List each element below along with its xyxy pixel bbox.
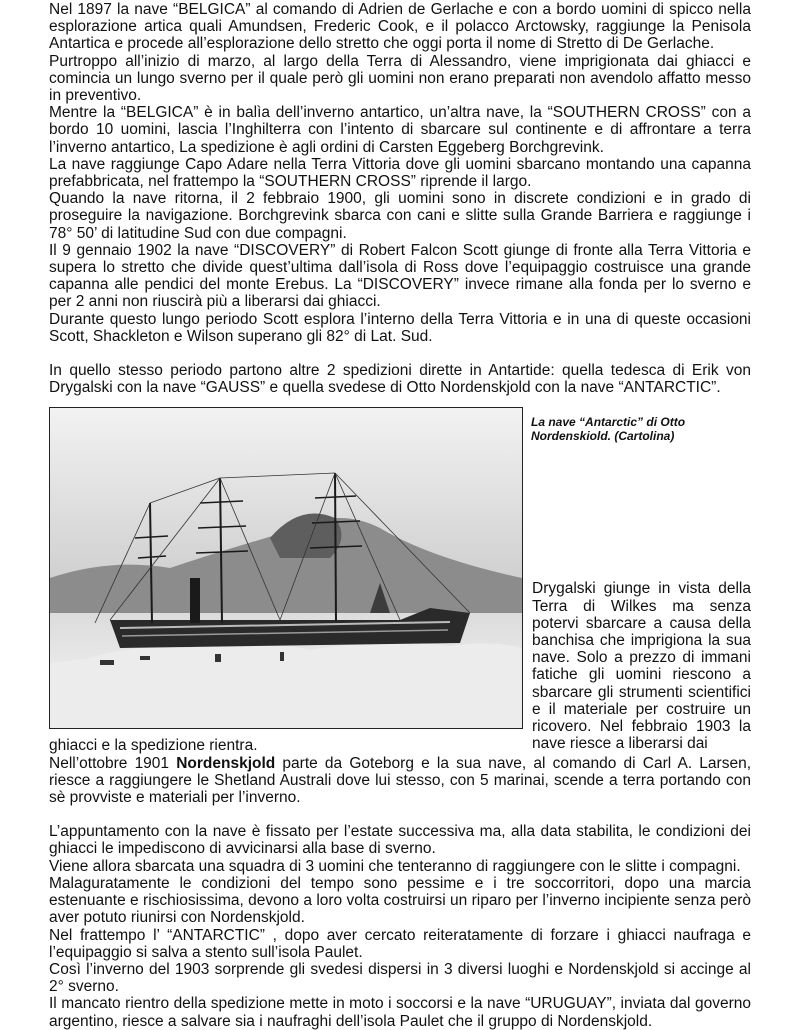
document-page (49, 1, 751, 1030)
paragraph-drygalski-end: ghiacci e la spedizione rientra. (49, 737, 258, 755)
paragraph-belgica-ice: Purtroppo all’inizio di marzo, al largo della Terra di Alessandro, viene imprigionata dai ghiacci e comincia un lungo sverno per il quale però gli uomini non erano preparati non avendolo affatto messo in preventivo. (49, 52, 751, 105)
paragraph-inverno-1903: Così l’inverno del 1903 sorprende gli svedesi dispersi in 3 diversi luoghi e Nordenskjold si accinge al 2° sverno. (49, 960, 751, 996)
ship-illustration (50, 408, 522, 728)
paragraph-uruguay: Il mancato rientro della spedizione mette in moto i soccorsi e la nave “URUGUAY”, inviata dal governo argentino, riesce a salvare sia i naufraghi dell’isola Paulet che il gruppo di Nordenskjold. (49, 995, 751, 1030)
antarctic-ship-photo (49, 407, 523, 729)
nordenskjold-name: Nordenskjold (176, 754, 276, 772)
paragraph-antarctic-naufragio: Nel frattempo l’ “ANTARCTIC” , dopo aver cercato reiteratamente di forzare i ghiacci naufraga e l’equipaggio si salva a stento sull’isola Paulet. (49, 926, 751, 961)
paragraph-soccorritori: Malaguratamente le condizioni del tempo sono pessime e i tre soccorritori, dopo una marcia estenuante e rischiosissima, devono a loro volta costruirsi un riparo per l’inverno incipiente senza però aver potuto riunirsi con Nordenskjold. (49, 874, 751, 927)
paragraph-southern-cross: Mentre la “BELGICA” è in balìa dell’inverno antartico, un’altra nave, la “SOUTHERN CROSS” con a bordo 10 uomini, lascia l’Inghilterra con l’intento di sbarcare sul continente e di affrontare a terra l’inverno antartico, La spedizione è agli ordini di Carsten Eggeberg Borchgrevink. (49, 104, 751, 156)
paragraph-scott: Durante questo lungo periodo Scott esplora l’interno della Terra Vittoria e in una di queste occasioni Scott, Shackleton e Wilson superano gli 82° di Lat. Sud. (49, 310, 751, 345)
paragraph-spacer (49, 806, 751, 823)
paragraph-borchgrevink: Quando la nave ritorna, il 2 febbraio 1900, gli uomini sono in discrete condizioni e in grado di proseguire la navigazione. Borchgrevink sbarca con cani e slitte sulla Grande Barriera e raggiunge i 78° 50’ di latitudine Sud con due compagni. (49, 190, 751, 242)
paragraph-drygalski: Drygalski giunge in vista della Terra di Wilkes ma senza potervi sbarcare a causa della banchisa che imprigiona la sua nave. Solo a prezzo di immani fatiche gli uomini riescono a sbarcare gli strumenti scientifici e il materiale per costruire un ricovero. Nel febbraio 1903 la nave riesce a liberarsi dai (532, 580, 751, 753)
paragraph-nordenskjold (49, 755, 751, 807)
paragraph-spacer (49, 345, 751, 362)
photo-caption: La nave “Antarctic” di Otto Nordenskiold. (Cartolina) (531, 415, 686, 444)
paragraph-capo-adare: La nave raggiunge Capo Adare nella Terra Vittoria dove gli uomini sbarcano montando una capanna prefabbricata, nel frattempo la “SOUTHERN CROSS” riprende il largo. (49, 155, 751, 191)
paragraph-belgica: Nel 1897 la nave “BELGICA” al comando di Adrien de Gerlache e con a bordo uomini di spicco nella esplorazione artica quali Amundsen, Frederic Cook, e il polacco Arctowsky, raggiunge la Penisola Antartica e procede all’esplorazione dello stretto che oggi porta il nome di Stretto di De Gerlache. (49, 1, 751, 53)
paragraph-squadra: Viene allora sbarcata una squadra di 3 uomini che tenteranno di raggiungere con le slitte i compagni. (49, 857, 741, 875)
paragraph-discovery: Il 9 gennaio 1902 la nave “DISCOVERY” di Robert Falcon Scott giunge di fronte alla Terra Vittoria e supera lo stretto che divide quest’ultima dall’isola di Ross dove l’equipaggio costruisce una grande capanna alle pendici del monte Erebus. La “DISCOVERY” invece rimane alla fonda per lo sverno e per 2 anni non riuscirà più a liberarsi dai ghiacci. (49, 241, 751, 311)
nordenskjold-text-end: parte da Goteborg e la sua nave, al comando di Carl A. Larsen, riesce a raggiungere le Shetland Australi dove lui stesso, con 5 marinai, scende a terra portando con sè provviste e materiali per l’inverno. (49, 754, 751, 807)
nordenskjold-text-start: Nell’ottobre 1901 (49, 754, 177, 772)
paragraph-appuntamento: L’appuntamento con la nave è fissato per l’estate successiva ma, alla data stabilita, le condizioni dei ghiacci le impediscono di avvicinarsi alla base di sverno. (49, 823, 751, 858)
paragraph-spedizioni: In quello stesso periodo partono altre 2 spedizioni dirette in Antartide: quella tedesca di Erik von Drygalski con la nave “GAUSS” e quella svedese di Otto Nordenskjold con la nave “ANTARCTIC”. (49, 362, 751, 397)
